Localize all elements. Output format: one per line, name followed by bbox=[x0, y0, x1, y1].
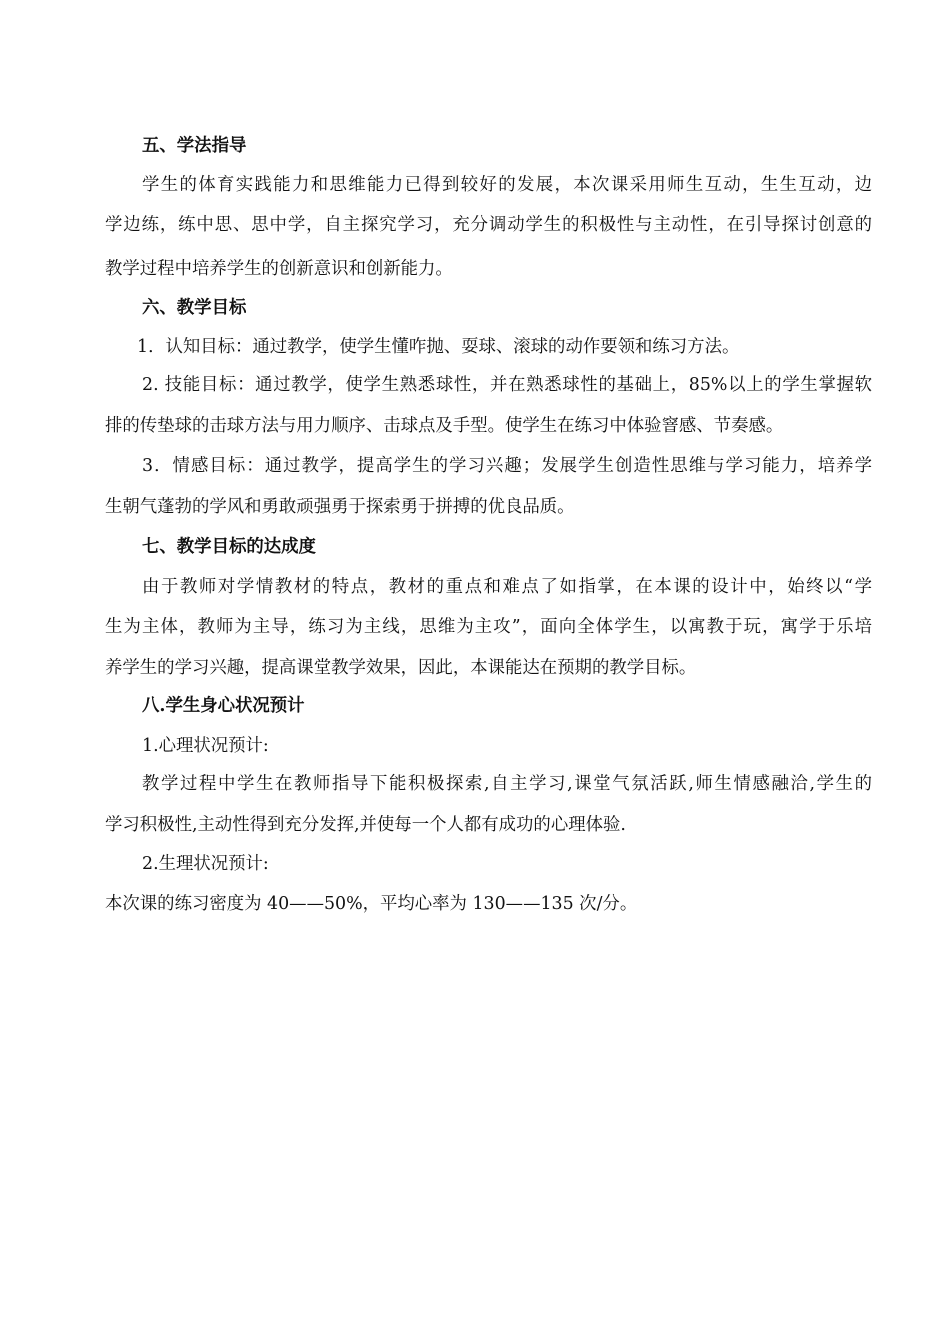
paragraph-line: 教学过程中学生在教师指导下能积极探索,自主学习,课堂气氛活跃,师生情感融洽,学生的 bbox=[142, 774, 872, 794]
subheading-psychological: 1.心理状况预计: bbox=[142, 736, 269, 756]
section-heading-study-method: 五、学法指导 bbox=[142, 136, 247, 156]
section-heading-teaching-goals: 六、教学目标 bbox=[142, 298, 247, 318]
paragraph-line: 学生的体育实践能力和思维能力已得到较好的发展，本次课采用师生互动，生生互动，边 bbox=[142, 175, 872, 195]
paragraph-line: 由于教师对学情教材的特点，教材的重点和难点了如指掌，在本课的设计中，始终以“学 bbox=[142, 577, 872, 597]
goal-emotion-line: 生朝气蓬勃的学风和勇敢顽强勇于探索勇于拼搏的优良品质。 bbox=[105, 497, 575, 517]
section-heading-goal-achievement: 七、教学目标的达成度 bbox=[142, 537, 316, 557]
goal-skill-line: 排的传垫球的击球方法与用力顺序、击球点及手型。使学生在练习中体验窨感、节奏感。 bbox=[105, 416, 784, 436]
paragraph-line: 学边练，练中思、思中学，自主探究学习，充分调动学生的积极性与主动性，在引导探讨创意的 bbox=[105, 215, 872, 235]
subheading-physiological: 2.生理状况预计: bbox=[142, 854, 269, 874]
paragraph-line: 生为主体，教师为主导，练习为主线，思维为主攻”，面向全体学生，以寓教于玩，寓学于乐培 bbox=[105, 617, 872, 637]
goal-cognitive: 1．认知目标：通过教学，使学生懂咋抛、耍球、滚球的动作要领和练习方法。 bbox=[137, 337, 740, 357]
paragraph-line: 学习积极性,主动性得到充分发挥,并使每一个人都有成功的心理体验. bbox=[105, 815, 626, 835]
paragraph-line: 养学生的学习兴趣，提高课堂教学效果，因此，本课能达在预期的教学目标。 bbox=[105, 658, 697, 678]
goal-emotion-line: 3．情感目标：通过教学，提高学生的学习兴趣；发展学生创造性思维与学习能力，培养学 bbox=[142, 456, 872, 476]
paragraph-line: 本次课的练习密度为 40——50%，平均心率为 130——135 次/分。 bbox=[105, 894, 638, 914]
goal-skill-line: 2. 技能目标：通过教学，使学生熟悉球性，并在熟悉球性的基础上，85%以上的学生掌握软 bbox=[142, 375, 872, 395]
section-heading-student-condition: 八.学生身心状况预计 bbox=[142, 696, 305, 716]
paragraph-line: 教学过程中培养学生的创新意识和创新能力。 bbox=[105, 259, 453, 279]
